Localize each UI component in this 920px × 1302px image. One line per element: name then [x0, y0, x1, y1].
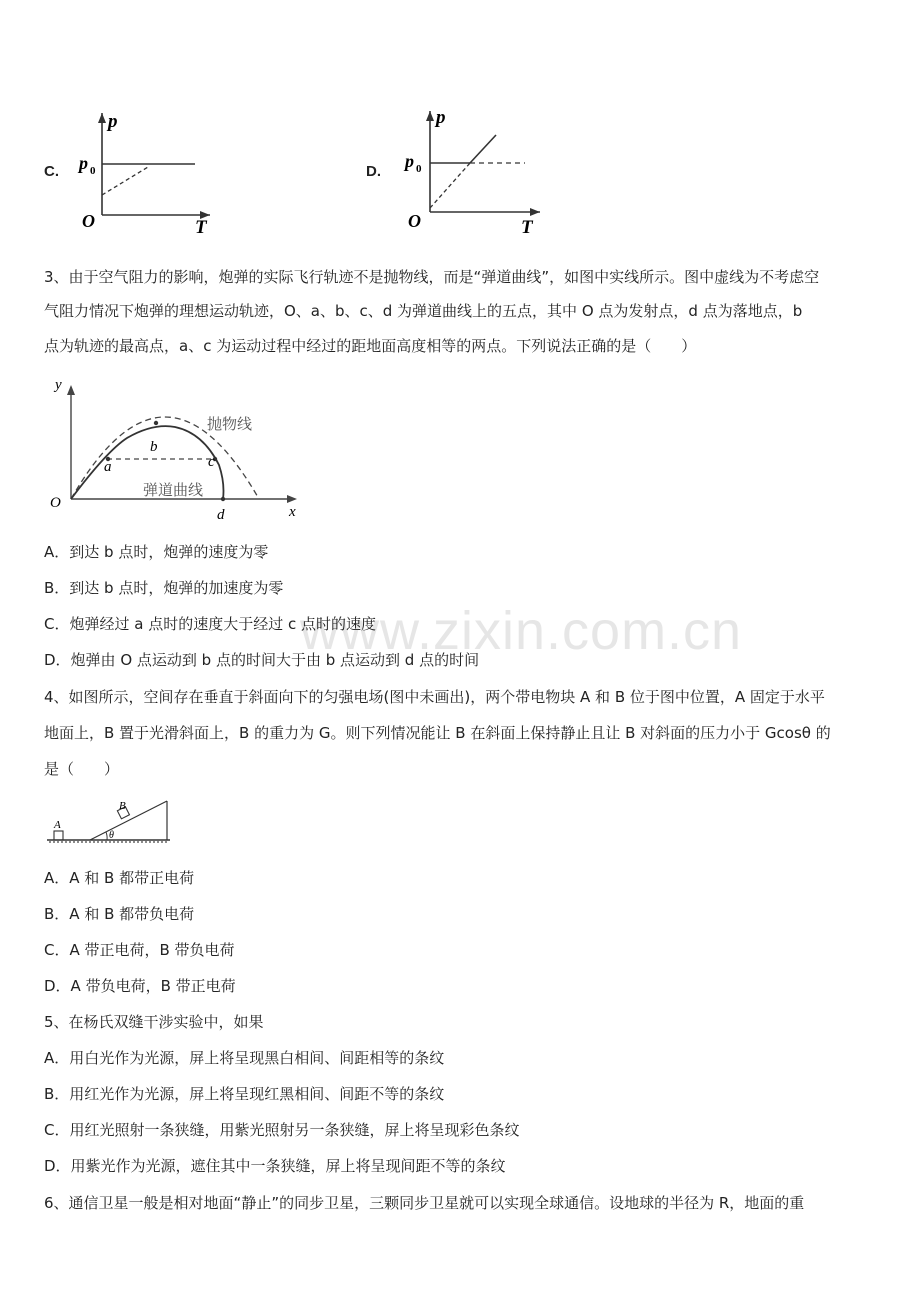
origin-label: O [408, 211, 421, 231]
point-b-label: b [150, 439, 158, 455]
q4-option-b: B．A 和 B 都带负电荷 [44, 905, 195, 923]
q5-option-b: B．用红光作为光源，屏上将呈现红黑相间、间距不等的条纹 [44, 1085, 445, 1103]
q5-option-d: D．用紫光作为光源，遮住其中一条狭缝，屏上将呈现间距不等的条纹 [44, 1157, 506, 1175]
point-d-label: d [217, 507, 225, 523]
q3-line-1: 3、由于空气阻力的影响，炮弹的实际飞行轨迹不是抛物线，而是“弹道曲线”，如图中实线所示。图中虚线为不考虑空 [44, 268, 820, 286]
x-axis-label: T [195, 217, 207, 235]
q3-line-2: 气阻力情况下炮弹的理想运动轨迹，O、a、b、c、d 为弹道曲线上的五点，其中 O 点为发射点，d 点为落地点，b [44, 302, 803, 320]
x-label: x [289, 504, 296, 520]
q4-line-3: 是（ ） [44, 760, 120, 778]
p0-label: p [405, 151, 414, 171]
theta-label: θ [109, 830, 114, 841]
q5-line-1: 5、在杨氏双缝干涉实验中，如果 [44, 1013, 264, 1031]
q4-line-2: 地面上，B 置于光滑斜面上，B 的重力为 G。则下列情况能让 B 在斜面上保持静止且让 B 对斜面的压力小于 Gcosθ 的 [44, 724, 831, 742]
p0-label: p [79, 153, 88, 173]
q4-line-1: 4、如图所示，空间存在垂直于斜面向下的匀强电场(图中未画出)，两个带电物块 A 和 B 位于图中位置，A 固定于水平 [44, 688, 825, 706]
q5-option-a: A．用白光作为光源，屏上将呈现黑白相间、间距相等的条纹 [44, 1049, 445, 1067]
q3-option-c: C．炮弹经过 a 点时的速度大于经过 c 点时的速度 [44, 615, 376, 633]
q4-option-a: A．A 和 B 都带正电荷 [44, 869, 195, 887]
q4-option-c: C．A 带正电荷，B 带负电荷 [44, 941, 235, 959]
parabola-label: 抛物线 [207, 415, 253, 433]
block-b-label: B [119, 800, 126, 812]
block-a-label: A [54, 819, 61, 831]
option-d-label: D. [366, 163, 381, 180]
point-c-label: c [208, 454, 215, 470]
p0-sub: 0 [90, 165, 96, 177]
q3-option-a: A．到达 b 点时，炮弹的速度为零 [44, 543, 269, 561]
y-label: y [55, 377, 62, 393]
ballistic-curve-label: 弹道曲线 [143, 481, 204, 499]
origin-label: O [82, 211, 95, 231]
y-axis-label: p [108, 111, 118, 132]
option-c-label: C. [44, 163, 59, 180]
graph-d [400, 105, 560, 235]
q3-option-d: D．炮弹由 O 点运动到 b 点的时间大于由 b 点运动到 d 点的时间 [44, 651, 480, 669]
y-axis-label: p [436, 107, 446, 128]
q4-option-d: D．A 带负电荷，B 带正电荷 [44, 977, 236, 995]
watermark: www.zixin.com.cn [300, 601, 743, 661]
q6-line-1: 6、通信卫星一般是相对地面“静止”的同步卫星，三颗同步卫星就可以实现全球通信。设地球的半径为 R，地面的重 [44, 1194, 805, 1212]
q4-incline-figure [45, 795, 175, 847]
q3-trajectory-figure [45, 375, 310, 525]
graph-c [70, 105, 230, 235]
origin-label: O [50, 495, 61, 511]
point-a-label: a [104, 459, 112, 475]
p0-sub: 0 [416, 163, 422, 175]
q3-option-b: B．到达 b 点时，炮弹的加速度为零 [44, 579, 284, 597]
q3-line-3: 点为轨迹的最高点，a、c 为运动过程中经过的距地面高度相等的两点。下列说法正确的是（ ） [44, 337, 697, 355]
x-axis-label: T [521, 217, 533, 235]
q5-option-c: C．用红光照射一条狭缝，用紫光照射另一条狭缝，屏上将呈现彩色条纹 [44, 1121, 520, 1139]
